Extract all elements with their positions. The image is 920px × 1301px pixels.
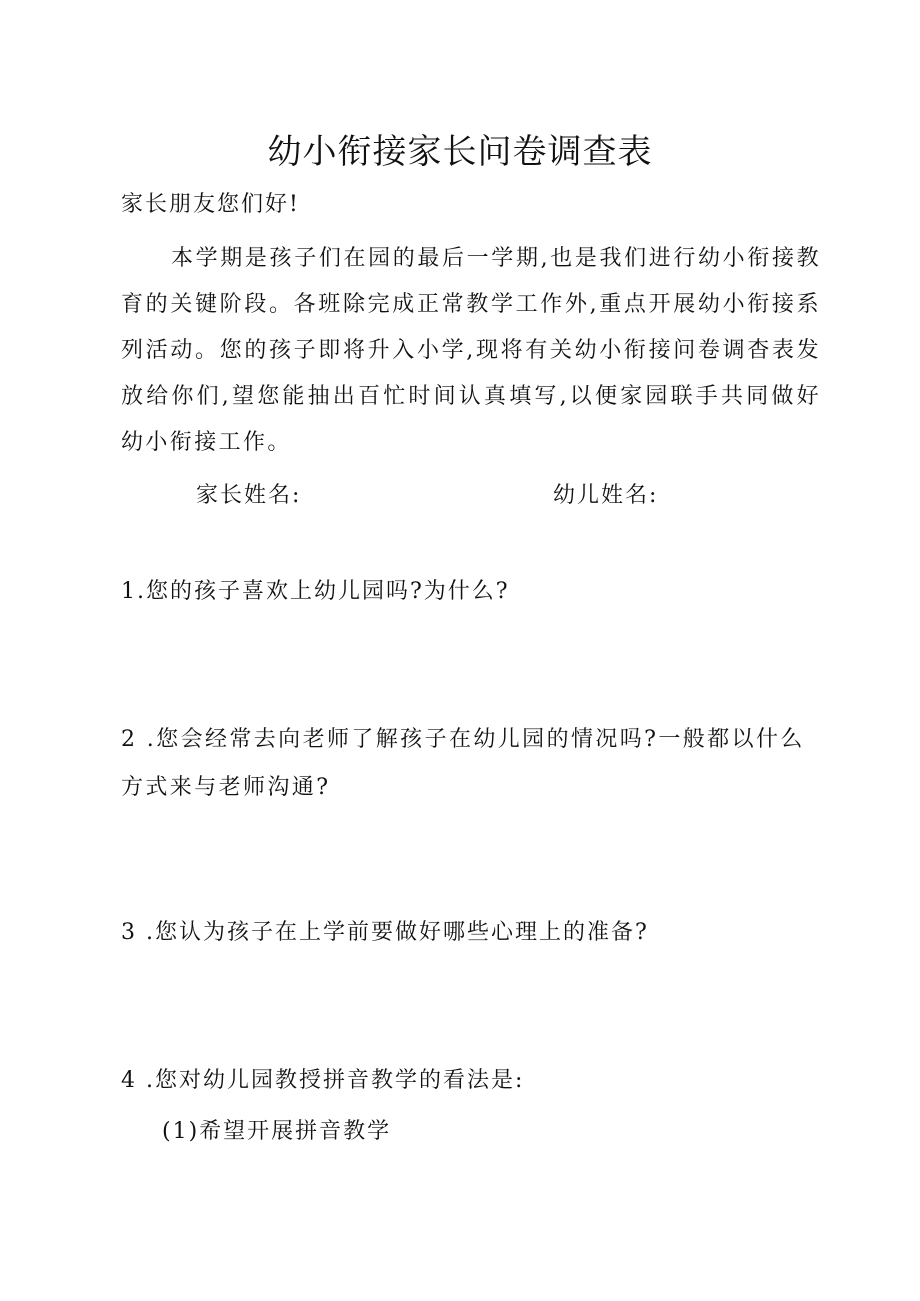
question-4-option-1: (1)希望开展拼音教学	[162, 1119, 392, 1144]
intro-paragraph: 本学期是孩子们在园的最后一学期,也是我们进行幼小衔接教育的关键阶段。各班除完成正常教学工作外,重点开展幼小衔接系列活动。您的孩子即将升入小学,现将有关幼小衔接问卷调杳表发放给你们,望您能抽出百忙时间认真填写,以便家园联手共同做好幼小衔接工作。	[121, 246, 821, 455]
greeting: 家长朋友您们好!	[121, 192, 300, 217]
page-title: 幼小衔接家长问卷调查表	[267, 132, 653, 172]
question-2: 2 .您会经常去向老师了解孩子在幼儿园的情况吗?一般都以什么方式来与老师沟通?	[121, 727, 805, 800]
question-3: 3 .您认为孩子在上学前要做好哪些心理上的准备?	[121, 920, 649, 945]
parent-name-label: 家长姓名:	[196, 483, 302, 508]
question-1: 1.您的孩子喜欢上幼儿园吗?为什么?	[121, 579, 510, 604]
question-4: 4 .您对幼儿园教授拼音教学的看法是:	[121, 1068, 525, 1093]
child-name-label: 幼儿姓名:	[553, 483, 659, 508]
